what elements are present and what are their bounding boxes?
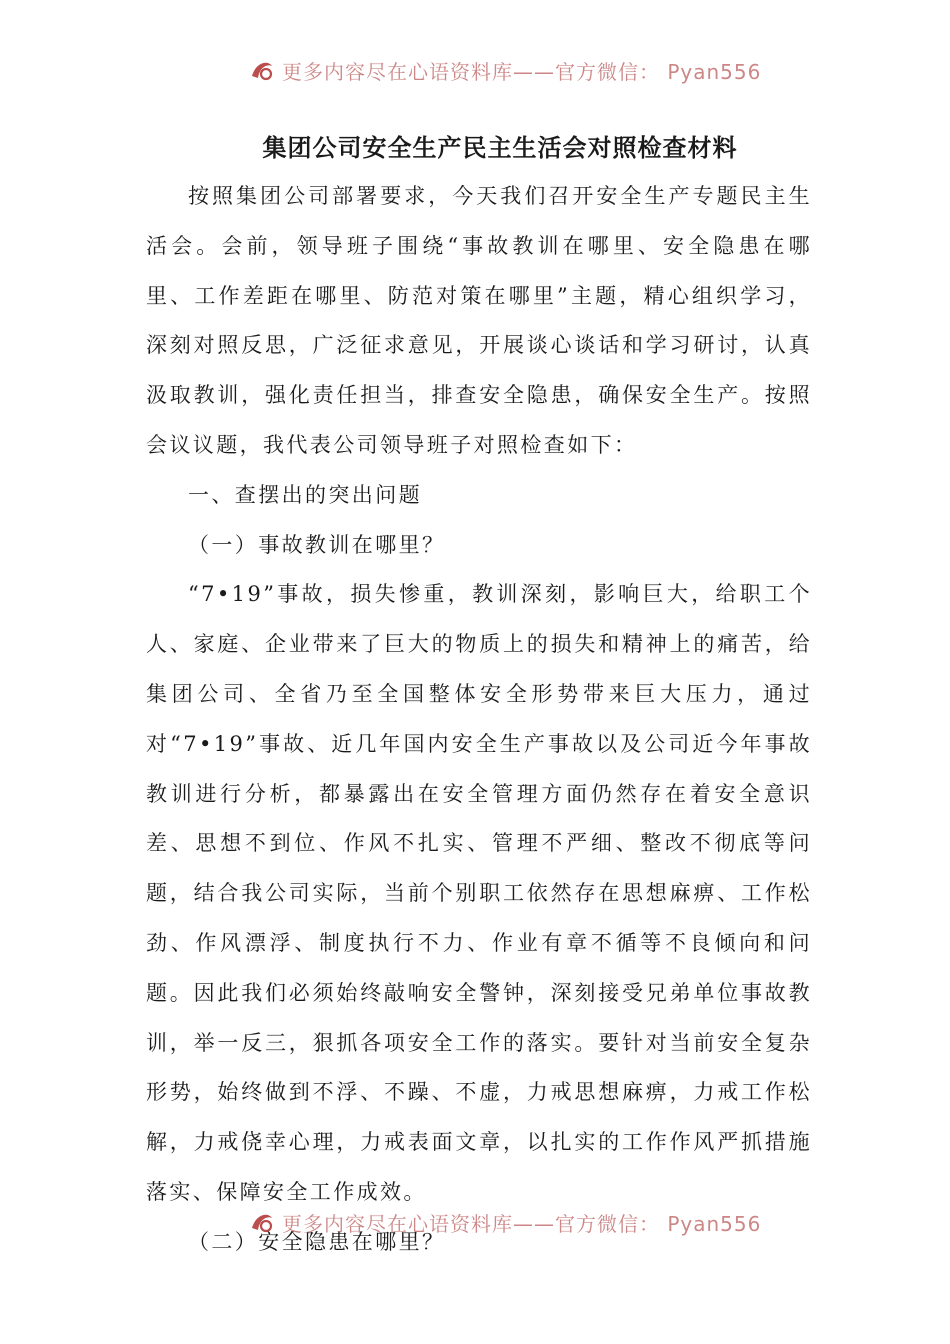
intro-paragraph: 按照集团公司部署要求，今天我们召开安全生产专题民主生活会。会前，领导班子围绕“事故教训在哪里、安全隐患在哪里、工作差距在哪里、防范对策在哪里”主题，精心组织学习，深刻对照反思，广泛征求意见，开展谈心谈话和学习研讨，认真汲取教训，强化责任担当，排查安全隐患，确保安全生产。按照会议议题，我代表公司领导班子对照检查如下：	[146, 184, 812, 457]
body-paragraph: “7•19”事故，损失惨重，教训深刻，影响巨大，给职工个人、家庭、企业带来了巨大的物质上的损失和精神上的痛苦，给集团公司、全省乃至全国整体安全形势带来巨大压力，通过对“7•19”事故、近几年国内安全生产事故以及公司近今年事故教训进行分析，都暴露出在安全管理方面仍然存在着安全意识差、思想不到位、作风不扎实、管理不严细、整改不彻底等问题，结合我公司实际，当前个别职工依然存在思想麻痹、工作松劲、作风漂浮、制度执行不力、作业有章不循等不良倾向和问题。因此我们必须始终敲响安全警钟，深刻接受兄弟单位事故教训，举一反三，狠抓各项安全工作的落实。要针对当前安全复杂形势，始终做到不浮、不躁、不虚，力戒思想麻痹，力戒工作松解，力戒侥幸心理，力戒表面文章，以扎实的工作作风严抓措施落实、保障安全工作成效。	[146, 582, 812, 1204]
watermark-text: 更多内容尽在心语资料库——官方微信： Pyan556	[282, 59, 762, 84]
watermark-header	[248, 52, 761, 88]
watermark-footer	[248, 1204, 761, 1240]
document-body	[146, 172, 812, 1268]
section-heading-1: 一、查摆出的突出问题	[188, 482, 422, 507]
subsection-heading-2: （二）安全隐患在哪里？	[188, 1229, 446, 1254]
document-title: 集团公司安全生产民主生活会对照检查材料	[262, 133, 738, 162]
subsection-heading-1: （一）事故教训在哪里？	[188, 532, 446, 557]
brand-logo-icon	[248, 56, 276, 84]
brand-logo-icon	[248, 1208, 276, 1236]
watermark-text: 更多内容尽在心语资料库——官方微信： Pyan556	[282, 1211, 762, 1236]
